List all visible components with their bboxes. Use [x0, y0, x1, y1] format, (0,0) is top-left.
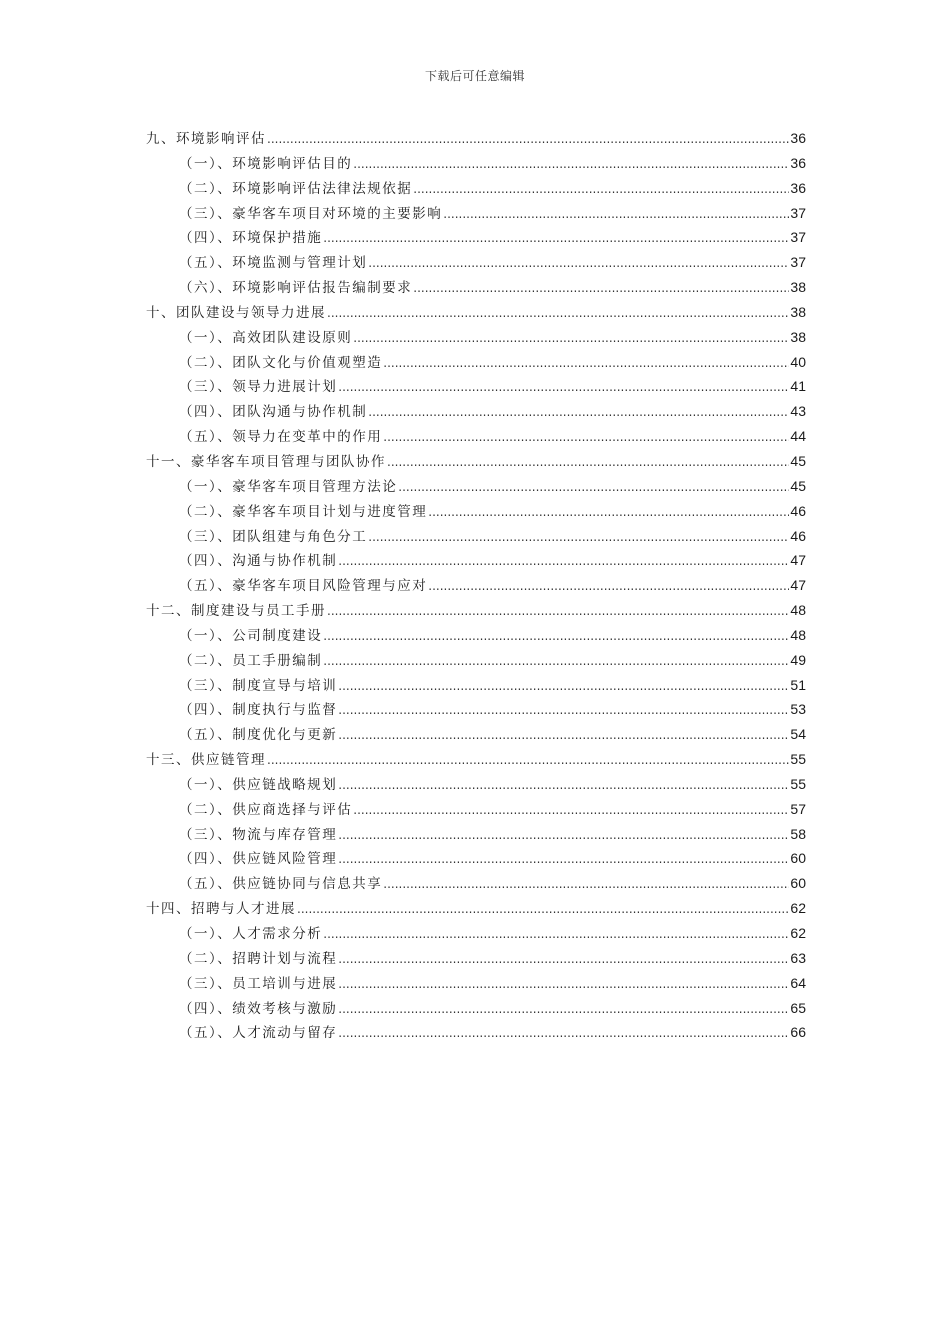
toc-dot-leader: [338, 997, 789, 1022]
toc-dot-leader: [297, 897, 789, 922]
toc-page-number: 66: [790, 1024, 806, 1041]
toc-dot-leader: [443, 202, 789, 227]
toc-entry-title: （一）、公司制度建设: [179, 627, 323, 644]
toc-dot-leader: [387, 450, 789, 475]
toc-entry-title: （四）、制度执行与监督: [179, 702, 338, 719]
toc-entry-title: （四）、沟通与协作机制: [179, 553, 338, 570]
toc-dot-leader: [323, 624, 789, 649]
toc-section-entry[interactable]: [146, 648, 806, 673]
toc-page-number: 43: [790, 403, 806, 420]
toc-dot-leader: [323, 226, 789, 251]
toc-page-number: 49: [790, 651, 806, 668]
toc-dot-leader: [428, 574, 789, 599]
toc-entry-title: （二）、供应商选择与评估: [179, 801, 353, 818]
toc-chapter-entry[interactable]: [146, 449, 806, 474]
toc-entry-title: （三）、员工培训与进展: [179, 975, 338, 992]
toc-entry-title: （二）、团队文化与价值观塑造: [179, 354, 383, 371]
toc-chapter-entry[interactable]: [146, 598, 806, 623]
toc-section-entry[interactable]: [146, 499, 806, 524]
toc-page-number: 62: [790, 925, 806, 941]
toc-entry-title: （六）、环境影响评估报告编制要求: [179, 280, 413, 297]
toc-chapter-entry[interactable]: [146, 747, 806, 772]
toc-section-entry[interactable]: [146, 275, 806, 300]
toc-dot-leader: [327, 599, 789, 624]
toc-dot-leader: [368, 525, 789, 550]
toc-entry-title: （三）、领导力进展计划: [179, 379, 338, 396]
toc-dot-leader: [338, 972, 789, 997]
toc-dot-leader: [338, 375, 789, 400]
toc-dot-leader: [383, 425, 789, 450]
toc-section-entry[interactable]: [146, 1020, 806, 1045]
toc-section-entry[interactable]: [146, 722, 806, 747]
toc-page-number: 38: [790, 279, 806, 296]
toc-page-number: 48: [790, 626, 806, 643]
toc-section-entry[interactable]: [146, 474, 806, 499]
toc-entry-title: （四）、团队沟通与协作机制: [179, 404, 368, 421]
toc-page-number: 45: [790, 477, 806, 494]
toc-page-number: 37: [790, 254, 806, 271]
toc-dot-leader: [368, 400, 789, 425]
toc-entry-title: （四）、供应链风险管理: [179, 851, 338, 868]
toc-entry-title: （三）、团队组建与角色分工: [179, 528, 368, 545]
toc-entry-title: （五）、人才流动与留存: [179, 1025, 338, 1042]
toc-page-number: 37: [790, 229, 806, 246]
toc-dot-leader: [398, 475, 789, 500]
toc-page-number: 63: [790, 949, 806, 966]
toc-section-entry[interactable]: [146, 424, 806, 449]
toc-section-entry[interactable]: [146, 797, 806, 822]
toc-section-entry[interactable]: [146, 399, 806, 424]
toc-page-number: 46: [790, 502, 806, 519]
toc-section-entry[interactable]: [146, 623, 806, 648]
toc-page-number: 55: [790, 751, 806, 768]
toc-page-number: 60: [790, 850, 806, 867]
toc-section-entry[interactable]: [146, 996, 806, 1021]
toc-page-number: 40: [790, 353, 806, 370]
toc-section-entry[interactable]: [146, 772, 806, 797]
toc-entry-title: （三）、豪华客车项目对环境的主要影响: [179, 205, 443, 222]
toc-entry-title: （一）、环境影响评估目的: [179, 155, 353, 172]
toc-section-entry[interactable]: [146, 573, 806, 598]
toc-page-number: 48: [790, 602, 806, 619]
toc-chapter-entry[interactable]: [146, 896, 806, 921]
toc-entry-title: 十一、豪华客车项目管理与团队协作: [146, 453, 386, 470]
toc-dot-leader: [383, 351, 789, 376]
toc-page-number: 58: [790, 825, 806, 842]
toc-dot-leader: [338, 947, 789, 972]
toc-dot-leader: [267, 748, 789, 773]
toc-section-entry[interactable]: [146, 822, 806, 847]
toc-page-number: 37: [790, 204, 806, 221]
toc-entry-title: （三）、制度宣导与培训: [179, 677, 338, 694]
toc-entry-title: （二）、环境影响评估法律法规依据: [179, 180, 413, 197]
toc-page-number: 60: [790, 875, 806, 892]
toc-page-number: 64: [790, 974, 806, 991]
toc-entry-title: （一）、高效团队建设原则: [179, 329, 353, 346]
toc-entry-title: （五）、豪华客车项目风险管理与应对: [179, 578, 428, 595]
toc-section-entry[interactable]: [146, 697, 806, 722]
toc-dot-leader: [338, 674, 789, 699]
toc-dot-leader: [413, 276, 789, 301]
toc-page-number: 38: [790, 303, 806, 320]
toc-entry-title: （二）、员工手册编制: [179, 652, 323, 669]
toc-page-number: 45: [790, 452, 806, 469]
toc-section-entry[interactable]: [146, 374, 806, 399]
toc-entry-title: 十四、招聘与人才进展: [146, 901, 296, 918]
toc-page-number: 55: [790, 775, 806, 792]
toc-dot-leader: [338, 1021, 789, 1046]
toc-section-entry[interactable]: [146, 946, 806, 971]
toc-entry-title: （五）、领导力在变革中的作用: [179, 429, 383, 446]
toc-page-number: 51: [790, 676, 806, 693]
toc-section-entry[interactable]: [146, 151, 806, 176]
toc-page-number: 47: [790, 577, 806, 594]
toc-entry-title: 九、环境影响评估: [146, 131, 266, 147]
toc-section-entry[interactable]: [146, 350, 806, 375]
toc-page-number: 57: [790, 800, 806, 817]
toc-entry-title: （一）、供应链战略规划: [179, 776, 338, 793]
toc-dot-leader: [338, 847, 789, 872]
toc-entry-title: （五）、制度优化与更新: [179, 727, 338, 744]
toc-entry-title: （四）、绩效考核与激励: [179, 1000, 338, 1017]
toc-section-entry[interactable]: [146, 921, 806, 946]
toc-dot-leader: [323, 922, 789, 947]
toc-section-entry[interactable]: [146, 871, 806, 896]
toc-entry-title: （一）、人才需求分析: [179, 926, 323, 942]
toc-entry-title: （四）、环境保护措施: [179, 230, 323, 247]
toc-entry-title: （二）、招聘计划与流程: [179, 950, 338, 967]
toc-page-number: 53: [790, 701, 806, 718]
toc-page-number: 36: [790, 130, 806, 146]
toc-dot-leader: [353, 152, 789, 177]
table-of-contents: [146, 126, 806, 1045]
toc-page-number: 65: [790, 999, 806, 1016]
toc-chapter-entry[interactable]: [146, 300, 806, 325]
toc-page-number: 36: [790, 154, 806, 171]
toc-dot-leader: [338, 549, 789, 574]
toc-entry-title: （五）、环境监测与管理计划: [179, 255, 368, 272]
toc-dot-leader: [368, 251, 789, 276]
toc-entry-title: （五）、供应链协同与信息共享: [179, 876, 383, 893]
toc-section-entry[interactable]: [146, 176, 806, 201]
toc-dot-leader: [327, 301, 789, 326]
toc-entry-title: （三）、物流与库存管理: [179, 826, 338, 843]
toc-dot-leader: [428, 500, 789, 525]
toc-dot-leader: [267, 127, 789, 152]
toc-entry-title: （二）、豪华客车项目计划与进度管理: [179, 503, 428, 520]
toc-page-number: 38: [790, 328, 806, 345]
toc-page-number: 46: [790, 527, 806, 544]
toc-dot-leader: [323, 649, 789, 674]
toc-entry-title: 十二、制度建设与员工手册: [146, 603, 326, 620]
toc-section-entry[interactable]: [146, 225, 806, 250]
toc-entry-title: 十、团队建设与领导力进展: [146, 304, 326, 321]
toc-dot-leader: [353, 326, 789, 351]
toc-page-number: 36: [790, 179, 806, 196]
toc-dot-leader: [338, 773, 789, 798]
toc-dot-leader: [338, 723, 789, 748]
toc-page-number: 44: [790, 428, 806, 445]
toc-chapter-entry[interactable]: [146, 126, 806, 151]
toc-section-entry[interactable]: [146, 673, 806, 698]
toc-section-entry[interactable]: [146, 250, 806, 275]
toc-page-number: 54: [790, 726, 806, 743]
toc-page-number: 41: [790, 378, 806, 395]
toc-entry-title: 十三、供应链管理: [146, 752, 266, 769]
toc-dot-leader: [353, 798, 789, 823]
toc-dot-leader: [383, 872, 789, 897]
toc-section-entry[interactable]: [146, 201, 806, 226]
toc-dot-leader: [413, 177, 789, 202]
toc-section-entry[interactable]: [146, 524, 806, 549]
toc-section-entry[interactable]: [146, 846, 806, 871]
toc-dot-leader: [338, 698, 789, 723]
toc-page-number: 47: [790, 552, 806, 569]
toc-section-entry[interactable]: [146, 548, 806, 573]
page-header: 下载后可任意编辑: [424, 69, 525, 83]
toc-dot-leader: [338, 823, 789, 848]
toc-section-entry[interactable]: [146, 971, 806, 996]
toc-section-entry[interactable]: [146, 325, 806, 350]
toc-page-number: 62: [790, 900, 806, 917]
toc-entry-title: （一）、豪华客车项目管理方法论: [179, 478, 398, 495]
